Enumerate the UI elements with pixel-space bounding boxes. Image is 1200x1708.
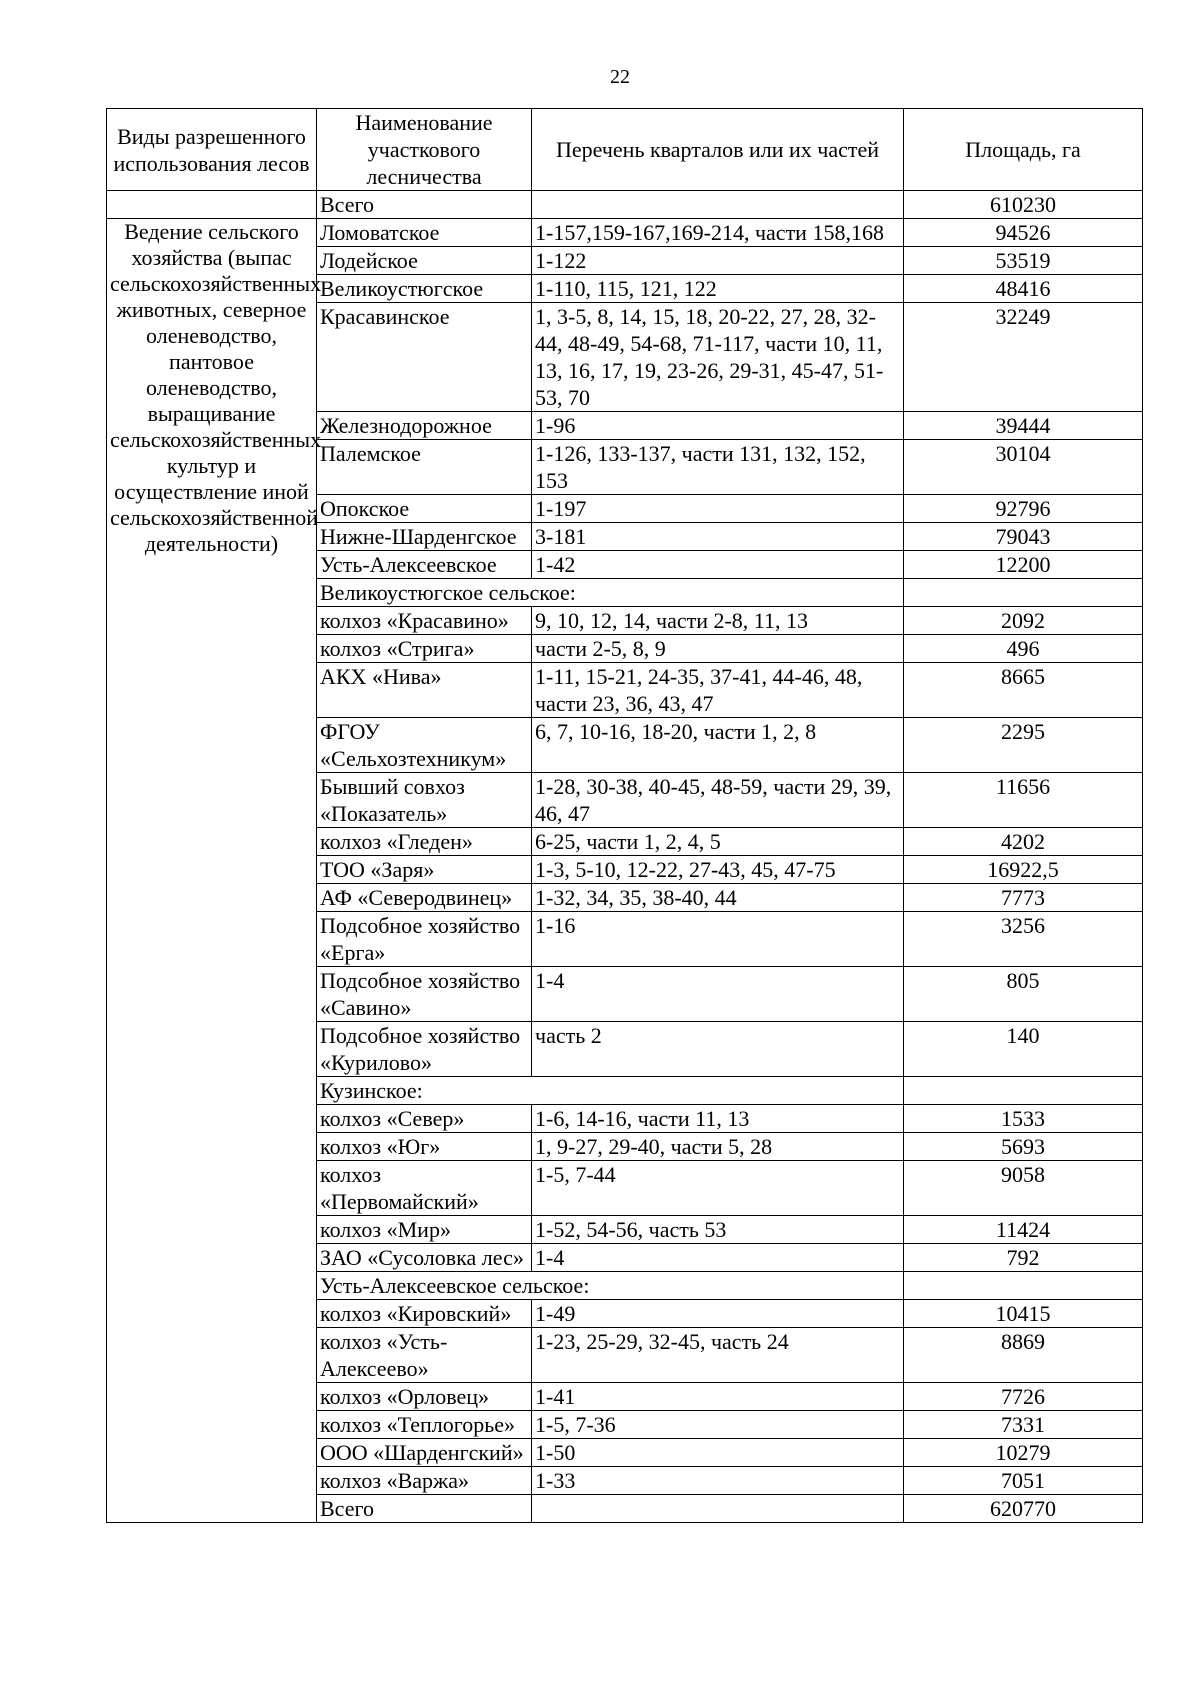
forestry-name: АФ «Северодвинец» bbox=[317, 884, 532, 912]
area-value: 7331 bbox=[904, 1411, 1143, 1439]
quarters-list: 1-110, 115, 121, 122 bbox=[532, 275, 904, 303]
forestry-name: колхоз «Стрига» bbox=[317, 635, 532, 663]
forestry-name: Железнодорожное bbox=[317, 412, 532, 440]
table-row bbox=[107, 219, 1143, 247]
area-value: 140 bbox=[904, 1022, 1143, 1077]
area-value: 12200 bbox=[904, 551, 1143, 579]
header-quarters-list: Перечень кварталов или их частей bbox=[532, 109, 904, 191]
forestry-name: Подсобное хозяйство «Савино» bbox=[317, 967, 532, 1022]
forestry-name: колхоз «Орловец» bbox=[317, 1383, 532, 1411]
forestry-name: колхоз «Юг» bbox=[317, 1133, 532, 1161]
quarters-list: 1-96 bbox=[532, 412, 904, 440]
forestry-name: Усть-Алексеевское bbox=[317, 551, 532, 579]
area-value: 8665 bbox=[904, 663, 1143, 718]
area-value: 7773 bbox=[904, 884, 1143, 912]
quarters-list: 6, 7, 10-16, 18-20, части 1, 2, 8 bbox=[532, 718, 904, 773]
area-value: 7726 bbox=[904, 1383, 1143, 1411]
forestry-name: ФГОУ «Сельхозтехникум» bbox=[317, 718, 532, 773]
forestry-name: колхоз «Первомайский» bbox=[317, 1161, 532, 1216]
area-value: 94526 bbox=[904, 219, 1143, 247]
quarters-list: 1-5, 7-44 bbox=[532, 1161, 904, 1216]
forestry-name: Подсобное хозяйство «Ерга» bbox=[317, 912, 532, 967]
quarters-list: 1-33 bbox=[532, 1467, 904, 1495]
area-value: 2295 bbox=[904, 718, 1143, 773]
quarters-list: 1-3, 5-10, 12-22, 27-43, 45, 47-75 bbox=[532, 856, 904, 884]
quarters-list: 1-6, 14-16, части 11, 13 bbox=[532, 1105, 904, 1133]
group-label: Кузинское: bbox=[317, 1077, 904, 1105]
area-value: 3256 bbox=[904, 912, 1143, 967]
usage-type-cell: Ведение сельского хозяйства (выпас сельскохозяйственных животных, северное оленеводство, пантовое оленеводство, выращивание сельскохозяйственных культур и осуществление иной сельскохозяйственной деятельности) bbox=[107, 219, 317, 1523]
area-value: 805 bbox=[904, 967, 1143, 1022]
quarters-list: 1, 9-27, 29-40, части 5, 28 bbox=[532, 1133, 904, 1161]
forestry-name: колхоз «Усть-Алексеево» bbox=[317, 1328, 532, 1383]
header-area-ha: Площадь, га bbox=[904, 109, 1143, 191]
table-row-top-total bbox=[107, 191, 1143, 219]
area-value: 11424 bbox=[904, 1216, 1143, 1244]
area-value: 610230 bbox=[904, 191, 1143, 219]
forestry-name: Бывший совхоз «Показатель» bbox=[317, 773, 532, 828]
blank-cell bbox=[532, 1495, 904, 1523]
area-value: 8869 bbox=[904, 1328, 1143, 1383]
forestry-name: Лодейское bbox=[317, 247, 532, 275]
area-value: 5693 bbox=[904, 1133, 1143, 1161]
forestry-name: ООО «Шарденгский» bbox=[317, 1439, 532, 1467]
forestry-name: Нижне-Шарденгское bbox=[317, 523, 532, 551]
quarters-list: 1-52, 54-56, часть 53 bbox=[532, 1216, 904, 1244]
header-usage-type: Виды разрешенного использования лесов bbox=[107, 109, 317, 191]
header-forestry-name: Наименование участкового лесничества bbox=[317, 109, 532, 191]
area-value: 10279 bbox=[904, 1439, 1143, 1467]
quarters-list: часть 2 bbox=[532, 1022, 904, 1077]
area-value: 79043 bbox=[904, 523, 1143, 551]
forestry-name: ТОО «Заря» bbox=[317, 856, 532, 884]
forestry-name: ЗАО «Сусоловка лес» bbox=[317, 1244, 532, 1272]
area-value: 32249 bbox=[904, 303, 1143, 412]
forestry-name: Всего bbox=[317, 1495, 532, 1523]
quarters-list: 1-41 bbox=[532, 1383, 904, 1411]
forestry-name: Ломоватское bbox=[317, 219, 532, 247]
group-label: Усть-Алексеевское сельское: bbox=[317, 1272, 904, 1300]
area-value: 7051 bbox=[904, 1467, 1143, 1495]
area-value: 9058 bbox=[904, 1161, 1143, 1216]
quarters-list: 1-4 bbox=[532, 1244, 904, 1272]
forestry-name: колхоз «Север» bbox=[317, 1105, 532, 1133]
area-value: 48416 bbox=[904, 275, 1143, 303]
area-value: 92796 bbox=[904, 495, 1143, 523]
quarters-list: 3-181 bbox=[532, 523, 904, 551]
quarters-list: 1-4 bbox=[532, 967, 904, 1022]
group-label: Великоустюгское сельское: bbox=[317, 579, 904, 607]
forestry-name: Подсобное хозяйство «Курилово» bbox=[317, 1022, 532, 1077]
area-value: 53519 bbox=[904, 247, 1143, 275]
area-value: 1533 bbox=[904, 1105, 1143, 1133]
forestry-name: колхоз «Красавино» bbox=[317, 607, 532, 635]
area-value: 2092 bbox=[904, 607, 1143, 635]
area-value: 620770 bbox=[904, 1495, 1143, 1523]
quarters-list: 1-197 bbox=[532, 495, 904, 523]
quarters-list: 1-16 bbox=[532, 912, 904, 967]
forestry-name: Опокское bbox=[317, 495, 532, 523]
blank-cell bbox=[532, 191, 904, 219]
blank-cell bbox=[904, 579, 1143, 607]
blank-cell bbox=[904, 1077, 1143, 1105]
forestry-name: Палемское bbox=[317, 440, 532, 495]
quarters-list: 1-32, 34, 35, 38-40, 44 bbox=[532, 884, 904, 912]
forestry-name: Всего bbox=[317, 191, 532, 219]
quarters-list: 1-23, 25-29, 32-45, часть 24 bbox=[532, 1328, 904, 1383]
forestry-name: АКХ «Нива» bbox=[317, 663, 532, 718]
quarters-list: 1-28, 30-38, 40-45, 48-59, части 29, 39, 46, 47 bbox=[532, 773, 904, 828]
quarters-list: 1, 3-5, 8, 14, 15, 18, 20-22, 27, 28, 32-44, 48-49, 54-68, 71-117, части 10, 11, 13, 16, 17, 19, 23-26, 29-31, 45-47, 51-53, 70 bbox=[532, 303, 904, 412]
quarters-list: 9, 10, 12, 14, части 2-8, 11, 13 bbox=[532, 607, 904, 635]
table-body bbox=[107, 191, 1143, 1523]
quarters-list: 1-50 bbox=[532, 1439, 904, 1467]
forestry-name: колхоз «Гледен» bbox=[317, 828, 532, 856]
quarters-list: 6-25, части 1, 2, 4, 5 bbox=[532, 828, 904, 856]
area-value: 16922,5 bbox=[904, 856, 1143, 884]
forestry-name: колхоз «Теплогорье» bbox=[317, 1411, 532, 1439]
page-number: 22 bbox=[610, 66, 630, 88]
area-value: 11656 bbox=[904, 773, 1143, 828]
forestry-name: колхоз «Кировский» bbox=[317, 1300, 532, 1328]
area-value: 4202 bbox=[904, 828, 1143, 856]
area-value: 39444 bbox=[904, 412, 1143, 440]
forest-usage-table bbox=[106, 108, 1143, 1523]
area-value: 30104 bbox=[904, 440, 1143, 495]
quarters-list: 1-42 bbox=[532, 551, 904, 579]
quarters-list: 1-126, 133-137, части 131, 132, 152, 153 bbox=[532, 440, 904, 495]
quarters-list: 1-122 bbox=[532, 247, 904, 275]
quarters-list: части 2-5, 8, 9 bbox=[532, 635, 904, 663]
quarters-list: 1-49 bbox=[532, 1300, 904, 1328]
forestry-name: Красавинское bbox=[317, 303, 532, 412]
forestry-name: колхоз «Варжа» bbox=[317, 1467, 532, 1495]
area-value: 792 bbox=[904, 1244, 1143, 1272]
area-value: 10415 bbox=[904, 1300, 1143, 1328]
table-header-row bbox=[107, 109, 1143, 191]
forestry-name: Великоустюгское bbox=[317, 275, 532, 303]
quarters-list: 1-11, 15-21, 24-35, 37-41, 44-46, 48, части 23, 36, 43, 47 bbox=[532, 663, 904, 718]
quarters-list: 1-5, 7-36 bbox=[532, 1411, 904, 1439]
forestry-name: колхоз «Мир» bbox=[317, 1216, 532, 1244]
area-value: 496 bbox=[904, 635, 1143, 663]
blank-cell bbox=[107, 191, 317, 219]
blank-cell bbox=[904, 1272, 1143, 1300]
quarters-list: 1-157,159-167,169-214, части 158,168 bbox=[532, 219, 904, 247]
